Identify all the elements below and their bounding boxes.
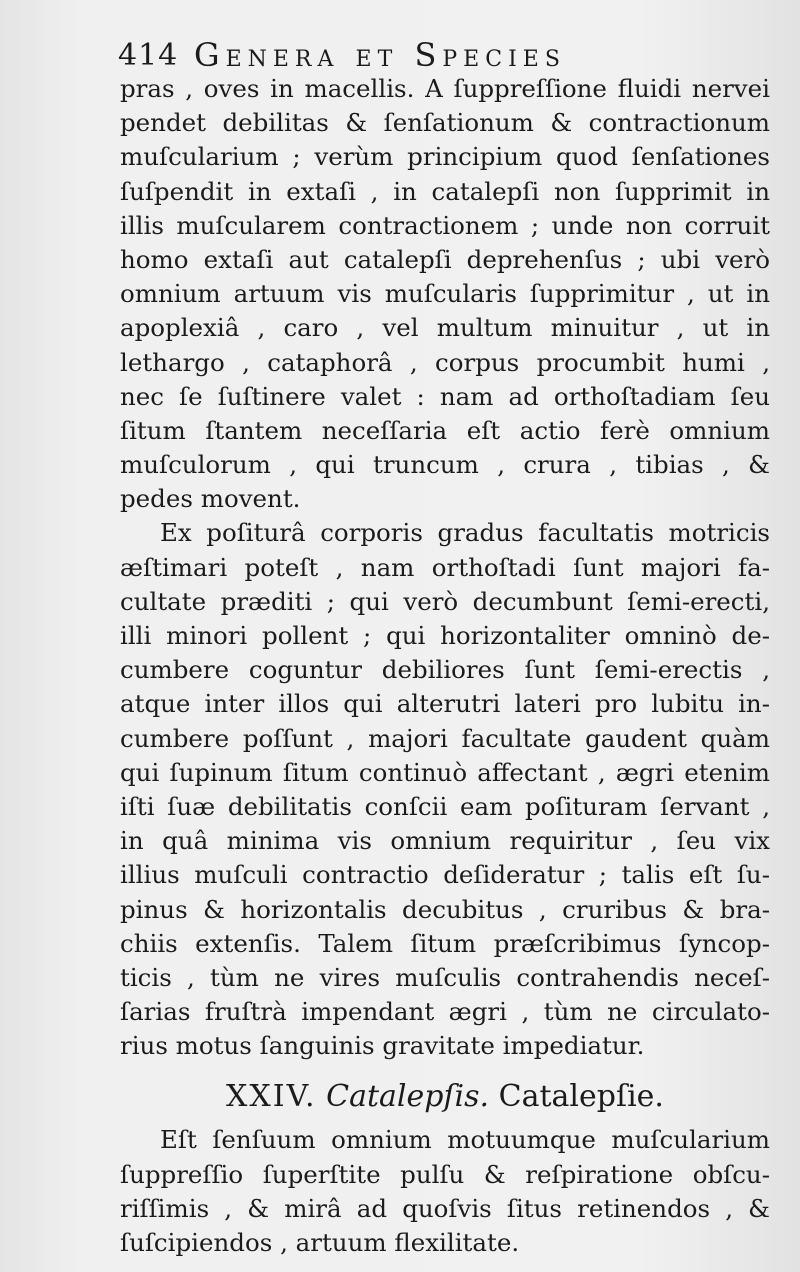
paragraph [120,516,770,1063]
text-line: ſuppreſſio ſuperſtite pulſu & reſpiratione obſcu- [120,1159,770,1189]
text-line: muſculorum , qui truncum , crura , tibias , & [120,450,770,480]
text-line: atque inter illos qui alterutri lateri pro lubitu in- [120,689,770,719]
text-line: pedes movent. [120,484,301,514]
text-line: in quâ minima vis omnium requiritur , ſeu vix [120,826,770,856]
text-line: cultate præditi ; qui verò decumbunt ſemi-erecti, [120,586,770,616]
text-line: lethargo , cataphorâ , corpus procumbit humi , [120,347,770,377]
text-line: muſcularium ; verùm principium quod ſenſationes [120,142,770,172]
text-line: ticis , tùm ne vires muſculis contrahendis neceſ- [120,962,770,992]
text-line: omnium artuum vis muſcularis ſupprimitur , ut in [120,279,770,309]
paragraph [120,72,770,516]
text-line: riſſimis , & mirâ ad quoſvis ſitus retinendos , & [120,1193,770,1223]
section-number: XXIV. [226,1079,317,1115]
text-line: nec ſe ſuſtinere valet : nam ad orthoſtadiam ſeu [120,381,770,411]
text-line: cumbere coguntur debiliores ſunt ſemi-erectis , [120,655,770,685]
paragraph [120,1123,770,1260]
text-line: pras , oves in macellis. A ſuppreſſione fluidi nervei [120,74,770,103]
text-line: pinus & horizontalis decubitus , cruribus & bra- [120,894,770,924]
text-line: Ex poſiturâ corporis gradus facultatis motricis [160,518,770,548]
text-line: illis muſcularem contractionem ; unde non corruit [120,210,770,240]
text-line: Eſt ſenſuum omnium motuumque muſcularium [160,1125,770,1155]
section-french-title: Catalepſie. [498,1079,664,1115]
text-line: illi minori pollent ; qui horizontaliter omninò de- [120,621,770,650]
running-head: Genera et Species [194,36,566,74]
text-line: homo extaſi aut catalepſi deprehenſus ; ubi verò [120,244,770,274]
text-line: ſarias fruſtrà impendant ægri , tùm ne circulato- [120,997,770,1027]
text-line: iſti ſuæ debilitatis conſcii eam poſituram ſervant , [120,791,770,821]
text-line: pendet debilitas & ſenſationum & contractionum [120,108,770,138]
text-line: ſuſcipiendos , artuum flexilitate. [120,1228,520,1257]
text-line: æſtimari poteſt , nam orthoſtadi ſunt majori fa- [120,552,770,582]
text-line: cumbere poſſunt , majori facultate gaudent quàm [120,723,770,753]
text-line: rius motus ſanguinis gravitate impediatur. [120,1031,645,1061]
text-line: chiis extenſis. Talem ſitum præſcribimus ſyncop- [120,928,770,958]
section-heading [120,1063,770,1123]
text-line: ſitum ſtantem neceſſaria eſt actio ferè omnium [120,415,770,445]
text-line: qui ſupinum ſitum continuò affectant , ægri etenim [120,757,770,787]
page-number: 414 [118,38,179,73]
text-line: apoplexiâ , caro , vel multum minuitur , ut in [120,313,770,343]
text-line: ſuſpendit in extaſi , in catalepſi non ſupprimit in [120,176,770,206]
text-line: illius muſculi contractio deſideratur ; talis eſt ſu- [120,860,770,890]
section-latin-title: Catalepſis. [326,1079,490,1115]
body-text [120,72,770,1260]
